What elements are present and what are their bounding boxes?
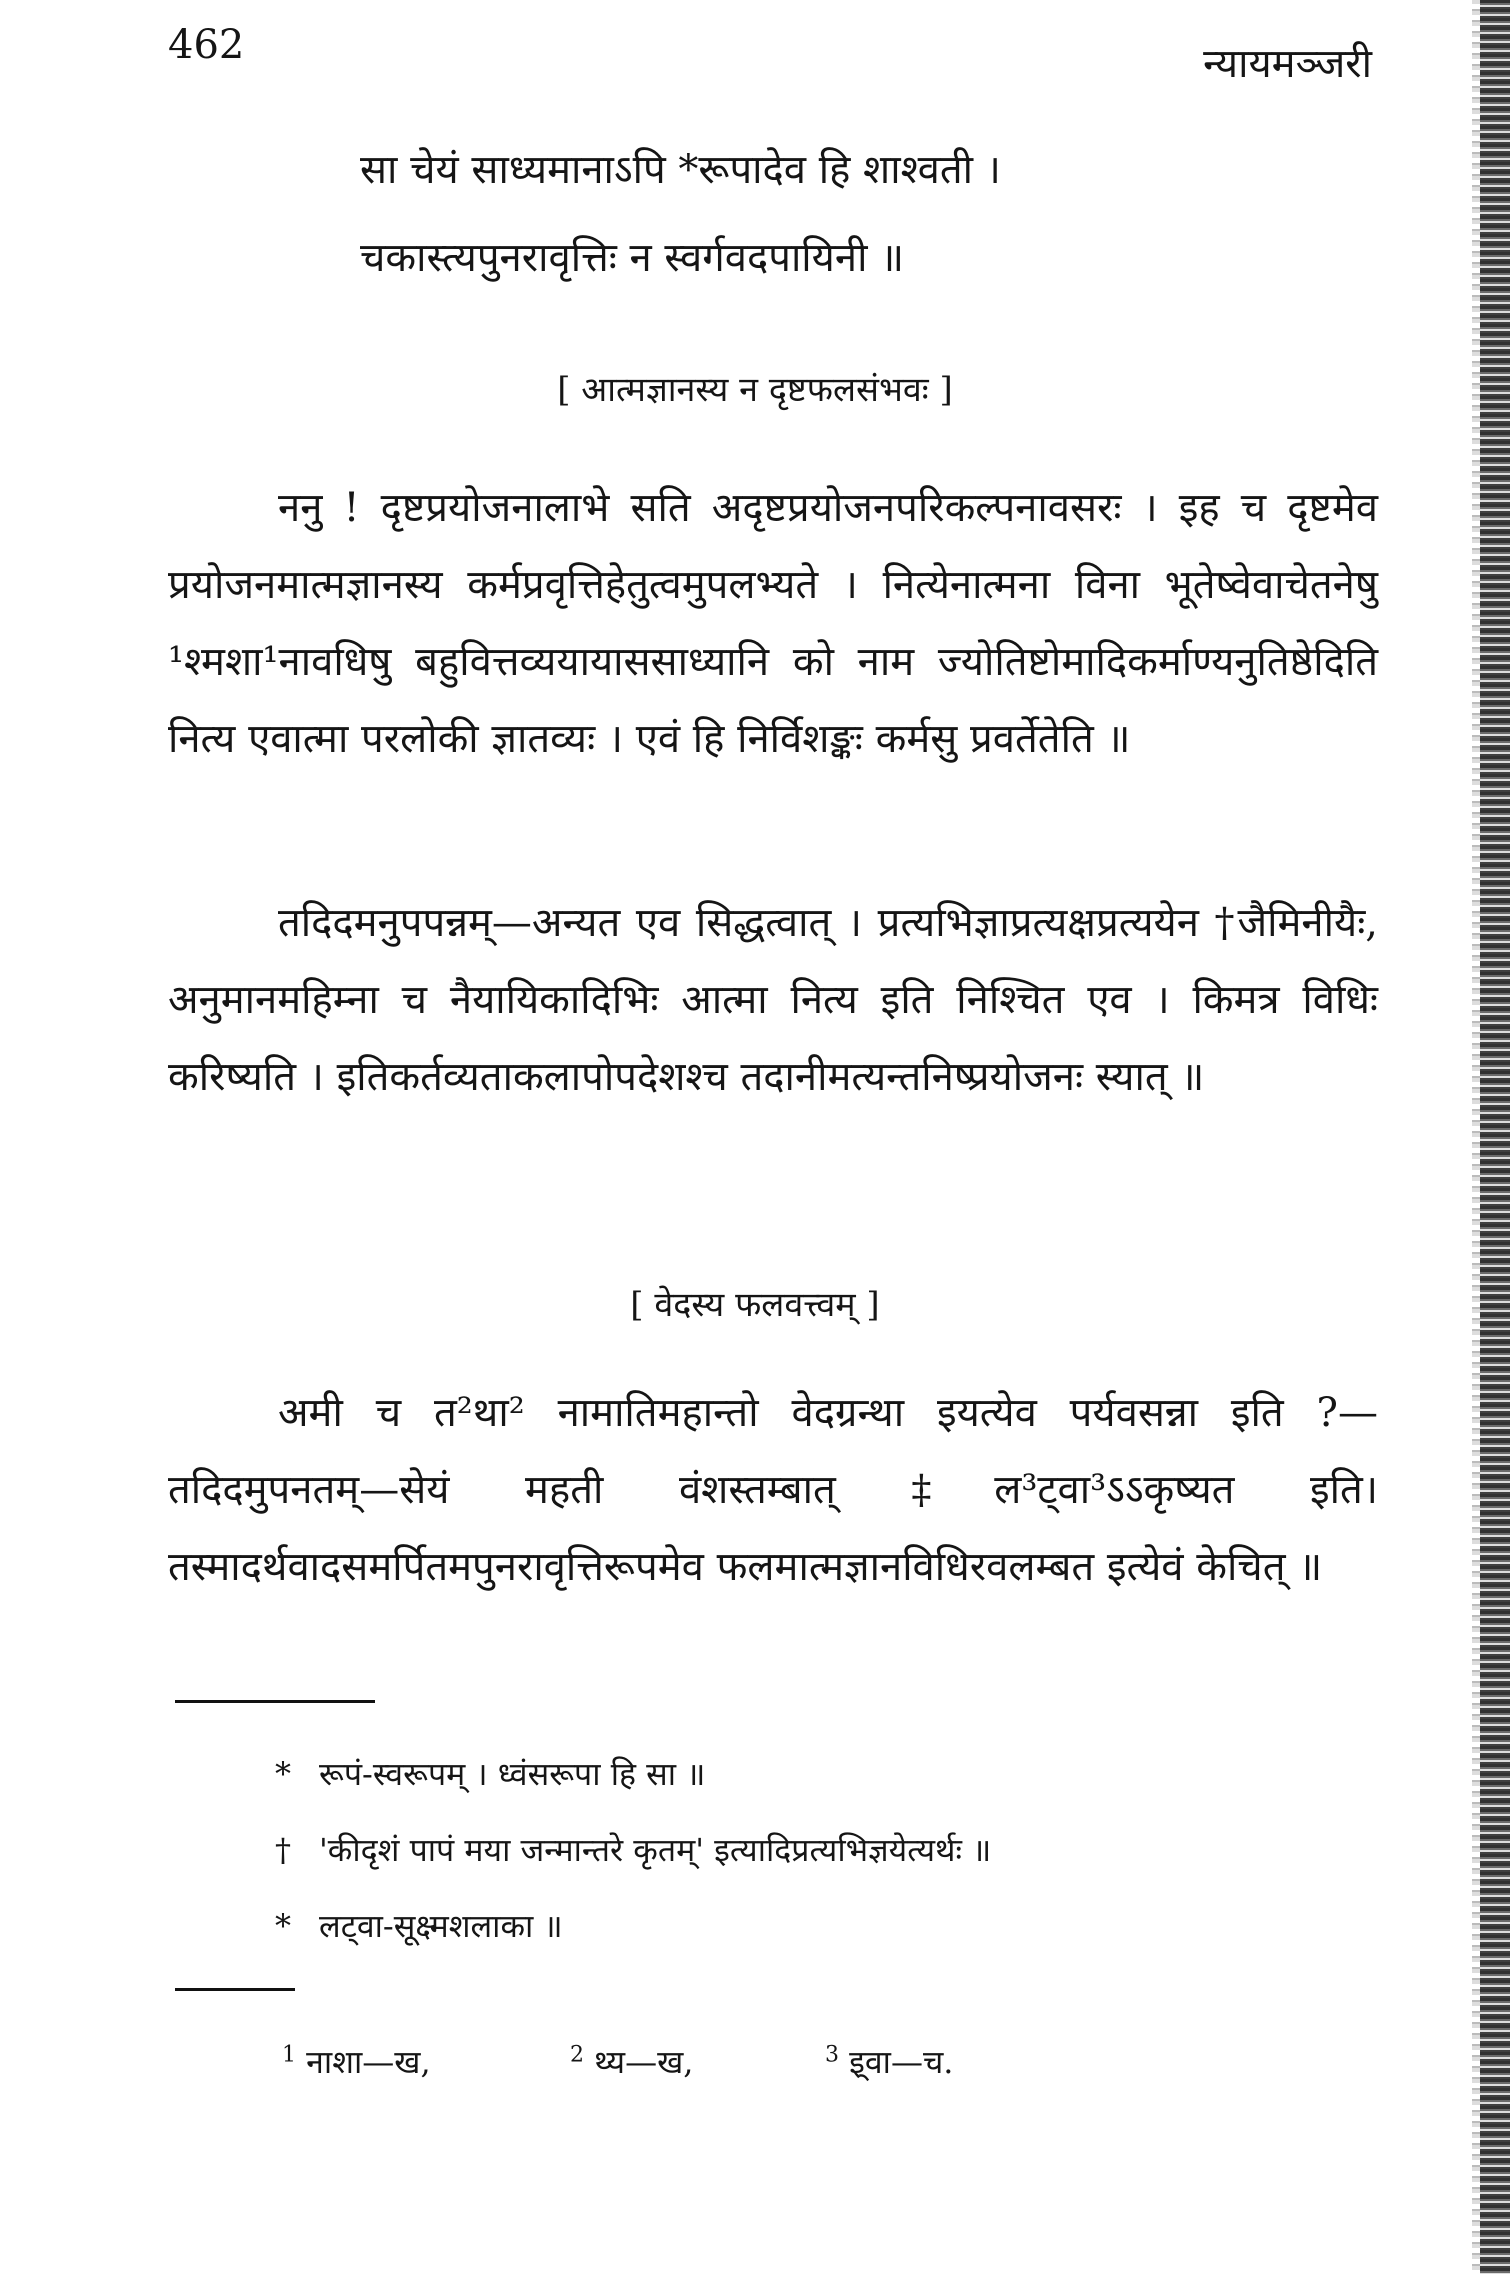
footnote-1 — [275, 1752, 705, 1795]
variant-1-text: नाशा—ख, — [306, 2043, 431, 2081]
footnote-1-text: रूपं-स्वरूपम् । ध्वंसरूपा हि सा ॥ — [319, 1755, 706, 1793]
page-edge-binding — [1480, 0, 1510, 2274]
paragraph-2-text: तदिदमनुपपन्नम्—अन्यत एव सिद्धत्वात् । प्रत्यभिज्ञाप्रत्यक्षप्रत्ययेन †जैमिनीयैः, अनुमानमहिम्ना च नैयायिकादिभिः आत्मा नित्य इति निश्चित एव । किमत्र विधिः करिष्यति । इतिकर्तव्यताकलापोपदेशश्च तदानीमत्यन्तनिष्प्रयोजनः स्यात् ॥ — [168, 900, 1378, 1100]
variant-2 — [570, 2040, 693, 2083]
variant-2-text: थ्य—ख, — [594, 2043, 694, 2081]
page-number: 462 — [168, 22, 245, 68]
verse-line-1: सा चेयं साध्यमानाऽपि *रूपादेव हि शाश्वती । — [360, 147, 1001, 193]
variant-3 — [825, 2040, 953, 2083]
verse-line-2: चकास्त्यपुनरावृत्तिः न स्वर्गवदपायिनी ॥ — [360, 235, 905, 281]
paragraph-2 — [168, 885, 1378, 1116]
variant-1-num: 1 — [282, 2042, 296, 2068]
footnote-3-text: लट्वा-सूक्ष्मशलाका ॥ — [319, 1907, 563, 1945]
footnote-3 — [275, 1904, 563, 1947]
variant-3-text: इ्वा—च. — [849, 2043, 954, 2081]
paragraph-1 — [168, 470, 1378, 778]
paragraph-3 — [168, 1375, 1378, 1606]
variant-3-num: 3 — [825, 2042, 839, 2068]
footnote-3-mark: * — [275, 1907, 291, 1945]
running-title: न्यायमञ्जरी — [1203, 41, 1372, 87]
footnote-2 — [275, 1828, 991, 1871]
footnote-1-mark: * — [275, 1755, 291, 1793]
section-heading-2: [ वेदस्य फलवत्त्वम् ] — [630, 1285, 880, 1325]
variant-1 — [282, 2040, 431, 2083]
paragraph-3-text: अमी च त²था² नामातिमहान्तो वेदग्रन्था इयत्येव पर्यवसन्ना इति ?—तदिदमुपनतम्—सेयं महती वंशस्तम्बात् ‡ल³ट्वा³ऽऽकृष्यत इति। तस्मादर्थवादसमर्पितमपुनरावृत्तिरूपमेव फलमात्मज्ञानविधिरवलम्बत इत्येवं केचित् ॥ — [168, 1390, 1378, 1590]
paragraph-1-text: ननु ! दृष्टप्रयोजनालाभे सति अदृष्टप्रयोजनपरिकल्पनावसरः । इह च दृष्टमेव प्रयोजनमात्मज्ञानस्य कर्मप्रवृत्तिहेतुत्वमुपलभ्यते । नित्येनात्मना विना भूतेष्वेवाचेतनेषु ¹श्मशा¹नावधिषु बहुवित्तव्ययायाससाध्यानि को नाम ज्योतिष्टोमादिकर्माण्यनुतिष्ठेदिति नित्य एवात्मा परलोकी ज्ञातव्यः । एवं हि निर्विशङ्कः कर्मसु प्रवर्तेतेति ॥ — [168, 485, 1378, 762]
footnote-rule — [175, 1700, 375, 1703]
variants-rule — [175, 1988, 295, 1991]
section-heading-1: [ आत्मज्ञानस्य न दृष्टफलसंभवः ] — [557, 370, 953, 410]
page-edge-shadow — [1472, 0, 1480, 2274]
variant-2-num: 2 — [570, 2042, 584, 2068]
footnote-2-mark: † — [275, 1831, 291, 1869]
footnote-2-text: 'कीदृशं पापं मया जन्मान्तरे कृतम्' इत्यादिप्रत्यभिज्ञयेत्यर्थः ॥ — [319, 1831, 992, 1869]
